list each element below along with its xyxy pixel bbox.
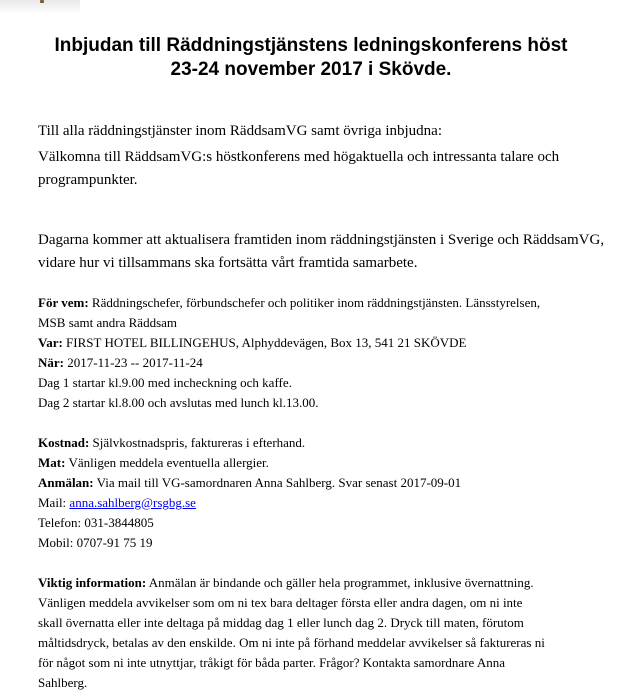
day-1-schedule: Dag 1 startar kl.9.00 med incheckning och kaffe. bbox=[38, 375, 292, 390]
intro-line-2: vidare hur vi tillsammans ska fortsätta vårt framtida samarbete. bbox=[38, 255, 418, 271]
important-line-6: Sahlberg. bbox=[38, 675, 88, 690]
cost-label: Kostnad: bbox=[38, 435, 90, 450]
food-value: Vänligen meddela eventuella allergier. bbox=[65, 455, 269, 470]
welcome-line-1: Välkomna till RäddsamVG:s höstkonferens med högaktuella och intressanta talare och bbox=[38, 149, 560, 165]
corner-mark-dot bbox=[40, 0, 44, 3]
page-corner-decoration bbox=[0, 0, 80, 14]
day-2-schedule: Dag 2 startar kl.8.00 och avslutas med lunch kl.13.00. bbox=[38, 395, 319, 410]
important-line-2: Vänligen meddela avvikelser som om ni tex bara deltager första eller andra dagen, om ni inte bbox=[38, 595, 523, 610]
welcome-paragraph bbox=[38, 146, 608, 192]
for-whom-label: För vem: bbox=[38, 295, 89, 310]
important-line-3: skall övernatta eller inte deltaga på middag dag 1 eller lunch dag 2. Dryck till maten, förutom bbox=[38, 615, 524, 630]
details-block bbox=[38, 293, 608, 413]
document-body bbox=[38, 120, 608, 693]
mail-line bbox=[38, 493, 608, 513]
for-whom-value: Räddningschefer, förbundschefer och politiker inom räddningstjänsten. Länsstyrelsen, bbox=[88, 295, 541, 310]
important-line-4: måltidsdryck, betalas av den enskilde. Om ni inte på förhand meddelar avvikelser så faktureras ni bbox=[38, 635, 545, 650]
for-whom-line-1 bbox=[38, 293, 608, 313]
food-line bbox=[38, 453, 608, 473]
cost-value: Självkostnadspris, faktureras i efterhand. bbox=[89, 435, 306, 450]
signup-label: Anmälan: bbox=[38, 475, 94, 490]
important-value: Anmälan är bindande och gäller hela programmet, inklusive övernattning. bbox=[146, 575, 534, 590]
where-line bbox=[38, 333, 608, 353]
mail-link[interactable]: anna.sahlberg@rsgbg.se bbox=[69, 495, 196, 510]
when-line bbox=[38, 353, 608, 373]
important-line-5: för något som ni inte utnyttjar, tråkigt för båda parter. Frågor? Kontakta samordnare Anna bbox=[38, 655, 505, 670]
where-label: Var: bbox=[38, 335, 63, 350]
food-label: Mat: bbox=[38, 455, 66, 470]
important-label: Viktig information: bbox=[38, 575, 147, 590]
where-value: FIRST HOTEL BILLINGEHUS, Alphyddevägen, Box 13, 541 21 SKÖVDE bbox=[62, 335, 467, 350]
greeting-text: Till alla räddningstjänster inom RäddsamVG samt övriga inbjudna: bbox=[38, 123, 442, 139]
for-whom-line-2: MSB samt andra Räddsam bbox=[38, 315, 178, 330]
signup-value: Via mail till VG-samordnaren Anna Sahlberg. Svar senast 2017-09-01 bbox=[93, 475, 462, 490]
page-title bbox=[0, 34, 622, 82]
welcome-line-2: programpunkter. bbox=[38, 172, 138, 188]
title-line-2: 23-24 november 2017 i Skövde. bbox=[170, 59, 452, 80]
mail-label: Mail: bbox=[38, 495, 70, 510]
signup-line bbox=[38, 473, 608, 493]
intro-line-1: Dagarna kommer att aktualisera framtiden inom räddningstjänsten i Sverige och RäddsamVG, bbox=[38, 232, 605, 248]
important-info-block bbox=[38, 573, 608, 693]
phone-line: Telefon: 031-3844805 bbox=[38, 515, 154, 530]
greeting-paragraph bbox=[38, 120, 608, 143]
when-value: 2017-11-23 -- 2017-11-24 bbox=[64, 355, 203, 370]
mobile-line: Mobil: 0707-91 75 19 bbox=[38, 535, 153, 550]
title-line-1: Inbjudan till Räddningstjänstens ledningskonferens höst bbox=[54, 35, 568, 56]
when-label: När: bbox=[38, 355, 64, 370]
cost-line bbox=[38, 433, 608, 453]
important-line-1 bbox=[38, 573, 608, 593]
intro-paragraph bbox=[38, 229, 608, 275]
practical-info-block bbox=[38, 433, 608, 553]
